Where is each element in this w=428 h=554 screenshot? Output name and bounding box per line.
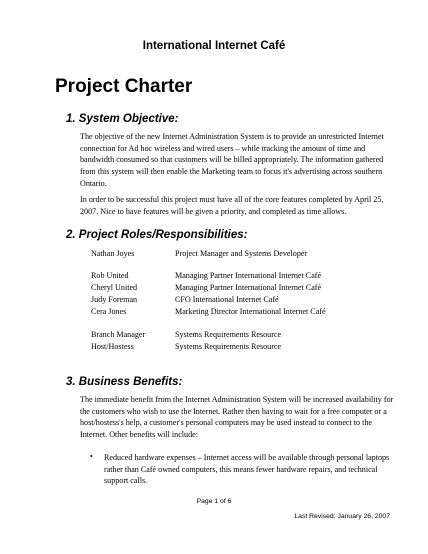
role-person: Host/Hostess <box>91 342 134 351</box>
page-number: Page 1 of 6 <box>196 498 232 505</box>
section-heading-project-roles: 2. Project Roles/Responsibilities: <box>66 229 248 241</box>
business-benefits-paragraph <box>80 394 396 441</box>
company-header: International Internet Café <box>142 40 286 52</box>
role-person: Branch Manager <box>91 330 146 339</box>
paragraph-text: The objective of the new Internet Administration System is to provide an unrestricted Internet connection for Ad hoc wireless and wired users – while tracking the amount of time and bandwidth consumed so that customers will be billed appropriately. The information gathered from this system will then enable the Marketing team to focus it's advertising across southern Ontario. <box>80 132 384 188</box>
role-description: Systems Requirements Resource <box>175 330 282 339</box>
role-person: Cera Jones <box>91 307 127 316</box>
system-objective-paragraph <box>80 131 396 190</box>
role-description: Managing Partner International Internet Café <box>175 283 322 292</box>
bullet-marker: • <box>90 452 93 461</box>
section-heading-system-objective: 1. System Objective: <box>66 113 179 125</box>
deadline-paragraph <box>80 194 396 217</box>
role-description: Marketing Director International Internet Café <box>175 307 326 316</box>
bullet-item: Reduced hardware expenses – Internet access will be available through personal laptops rather than Café owned computers, this means fewer hardware repairs, and technical support calls. <box>104 453 390 486</box>
role-description: Project Manager and Systems Developer <box>175 249 308 258</box>
document-title: Project Charter <box>55 76 193 97</box>
paragraph-text: The immediate benefit from the Internet Administration System will be increased availability for the customers who wish to use the Internet. Rather then having to wait for a free computer or a host/hostess's help, a customer's personal computers may be used instead to connect to the Internet. Other benefits will include: <box>80 395 394 440</box>
role-description: Managing Partner International Internet Café <box>175 271 322 280</box>
role-description: Systems Requirements Resource <box>175 342 282 351</box>
last-revised: Last Revised: January 26, 2007 <box>294 513 390 520</box>
role-person: Judy Foreman <box>91 295 138 304</box>
role-description: CFO International Internet Café <box>175 295 279 304</box>
role-person: Nathan Joyes <box>91 249 135 258</box>
role-person: Rob United <box>91 271 129 280</box>
paragraph-text: In order to be successful this project must have all of the core features completed by April 25, 2007. Nice to have features will be given a priority, and completed as time allows. <box>80 195 384 216</box>
role-person: Cheryl United <box>91 283 138 292</box>
section-heading-business-benefits: 3. Business Benefits: <box>66 376 183 388</box>
